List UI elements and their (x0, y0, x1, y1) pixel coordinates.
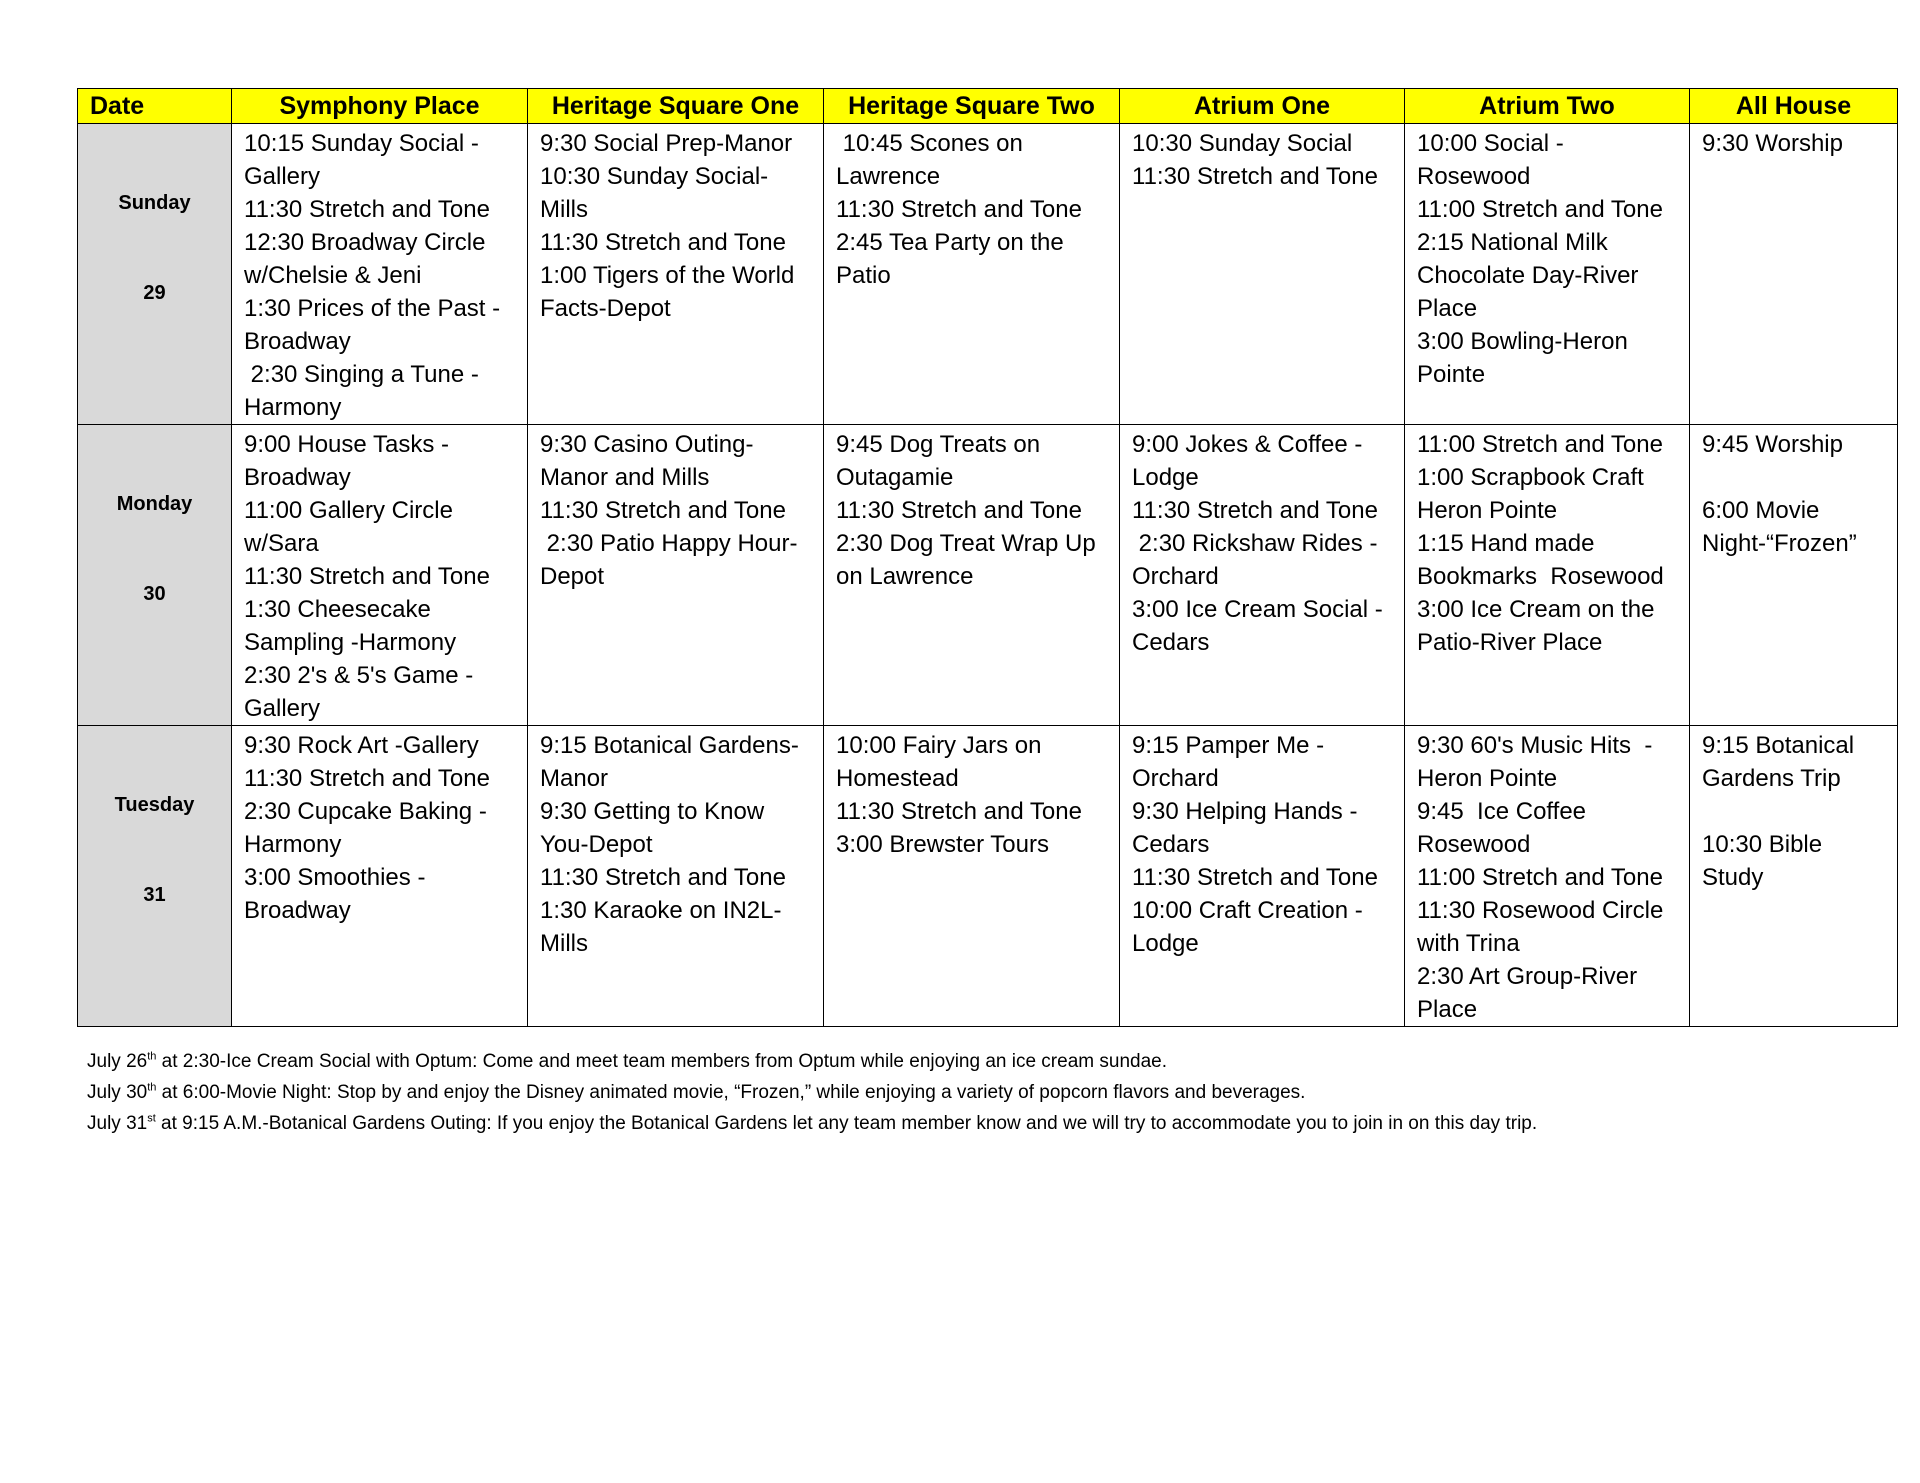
day-cell (78, 425, 232, 726)
table-row (78, 124, 1898, 425)
activity-cell: 9:30 Rock Art -Gallery 11:30 Stretch and Tone 2:30 Cupcake Baking - Harmony 3:00 Smoothies - Broadway (232, 726, 528, 1027)
activity-cell: 9:15 Botanical Gardens Trip 10:30 Bible Study (1690, 726, 1898, 1027)
note-line (87, 1108, 1537, 1139)
header-heritage-square-one: Heritage Square One (528, 89, 824, 124)
activity-cell: 9:15 Pamper Me - Orchard 9:30 Helping Hands - Cedars 11:30 Stretch and Tone 10:00 Craft Creation - Lodge (1120, 726, 1405, 1027)
activity-cell: 9:00 Jokes & Coffee - Lodge 11:30 Stretch and Tone 2:30 Rickshaw Rides - Orchard 3:00 Ice Cream Social - Cedars (1120, 425, 1405, 726)
activity-schedule-table (77, 88, 1898, 1027)
day-number: 31 (143, 884, 166, 906)
activity-cell: 9:30 Worship (1690, 124, 1898, 425)
day-number: 29 (143, 282, 166, 304)
activity-cell: 10:00 Fairy Jars on Homestead 11:30 Stretch and Tone 3:00 Brewster Tours (824, 726, 1120, 1027)
header-heritage-square-two: Heritage Square Two (824, 89, 1120, 124)
header-date: Date (78, 89, 232, 124)
header-all-house: All House (1690, 89, 1898, 124)
activity-cell: 9:45 Worship 6:00 Movie Night-“Frozen” (1690, 425, 1898, 726)
header-symphony-place: Symphony Place (232, 89, 528, 124)
note-text: at 2:30-Ice Cream Social with Optum: Come and meet team members from Optum while enjoying an ice cream sundae. (156, 1051, 1167, 1072)
activity-cell: 9:45 Dog Treats on Outagamie 11:30 Stretch and Tone 2:30 Dog Treat Wrap Up on Lawrence (824, 425, 1120, 726)
activity-cell: 11:00 Stretch and Tone 1:00 Scrapbook Craft Heron Pointe 1:15 Hand made Bookmarks Rosewood 3:00 Ice Cream on the Patio-River Place (1405, 425, 1690, 726)
activity-cell: 9:30 Social Prep-Manor 10:30 Sunday Social-Mills 11:30 Stretch and Tone 1:00 Tigers of the World Facts-Depot (528, 124, 824, 425)
table-row (78, 726, 1898, 1027)
activity-cell: 10:15 Sunday Social - Gallery 11:30 Stretch and Tone 12:30 Broadway Circle w/Chelsie & Jeni 1:30 Prices of the Past - Broadway 2:30 Singing a Tune - Harmony (232, 124, 528, 425)
header-atrium-one: Atrium One (1120, 89, 1405, 124)
note-line (87, 1077, 1537, 1108)
day-name: Monday (116, 493, 193, 515)
activity-cell: 10:30 Sunday Social 11:30 Stretch and Tone (1120, 124, 1405, 425)
note-text: at 9:15 A.M.-Botanical Gardens Outing: If you enjoy the Botanical Gardens let any team member know and we will try to accommodate you to join in on this day trip. (155, 1113, 1538, 1134)
note-text: at 6:00-Movie Night: Stop by and enjoy the Disney animated movie, “Frozen,” while enjoying a variety of popcorn flavors and beverages. (156, 1082, 1306, 1103)
activity-cell: 9:00 House Tasks - Broadway 11:00 Gallery Circle w/Sara 11:30 Stretch and Tone 1:30 Cheesecake Sampling -Harmony 2:30 2's & 5's Game - Gallery (232, 425, 528, 726)
header-atrium-two: Atrium Two (1405, 89, 1690, 124)
day-number: 30 (143, 583, 166, 605)
note-date-suffix: th (147, 1050, 157, 1063)
note-line (87, 1046, 1537, 1077)
note-date-suffix: th (147, 1081, 157, 1094)
activity-cell: 10:45 Scones on Lawrence 11:30 Stretch and Tone 2:45 Tea Party on the Patio (824, 124, 1120, 425)
note-date-suffix: st (147, 1112, 156, 1125)
day-name: Sunday (118, 192, 191, 214)
activity-cell: 9:30 60's Music Hits - Heron Pointe 9:45 Ice Coffee Rosewood 11:00 Stretch and Tone 11:30 Rosewood Circle with Trina 2:30 Art Group-River Place (1405, 726, 1690, 1027)
activity-cell: 9:30 Casino Outing-Manor and Mills 11:30 Stretch and Tone 2:30 Patio Happy Hour-Depot (528, 425, 824, 726)
activity-cell: 9:15 Botanical Gardens-Manor 9:30 Getting to Know You-Depot 11:30 Stretch and Tone 1:30 Karaoke on IN2L-Mills (528, 726, 824, 1027)
note-date: July 26 (87, 1051, 148, 1072)
event-notes (87, 1046, 1537, 1139)
note-date: July 30 (87, 1082, 148, 1103)
day-name: Tuesday (114, 794, 195, 816)
table-row (78, 425, 1898, 726)
day-cell (78, 726, 232, 1027)
header-row (78, 89, 1898, 124)
day-cell (78, 124, 232, 425)
activity-cell: 10:00 Social - Rosewood 11:00 Stretch and Tone 2:15 National Milk Chocolate Day-River Place 3:00 Bowling-Heron Pointe (1405, 124, 1690, 425)
note-date: July 31 (87, 1113, 148, 1134)
